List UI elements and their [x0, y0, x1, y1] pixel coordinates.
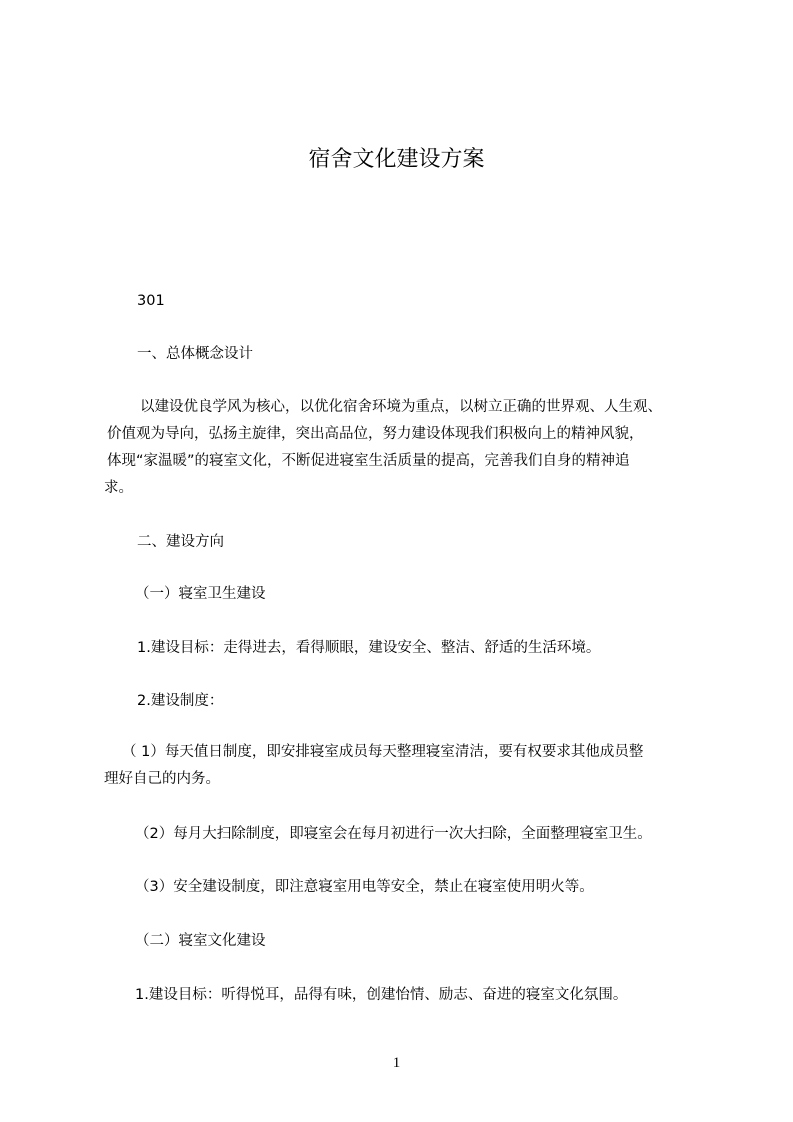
- item-text: （2）每月大扫除制度，即寝室会在每月初进行一次大扫除，全面整理寝室卫生。: [135, 826, 652, 842]
- item-text: （ 1）每天值日制度，即安排寝室成员每天整理寝室清洁，要有权要求其他成员整: [122, 744, 644, 760]
- goal-text: 1.建设目标：走得进去，看得顺眼，建设安全、整洁、舒适的生活环境。: [137, 640, 601, 656]
- paragraph-line: 求。: [104, 480, 133, 496]
- system-heading: 2.建设制度：: [137, 693, 224, 709]
- paragraph-line: 价值观为导向，弘扬主旋律，突出高品位，努力建设体现我们积极向上的精神风貌，: [107, 426, 644, 442]
- paragraph-line: 以建设优良学风为核心，以优化宿舍环境为重点，以树立正确的世界观、人生观、: [140, 399, 662, 415]
- subsection-heading: （一）寝室卫生建设: [135, 586, 266, 602]
- section-heading: 一、总体概念设计: [137, 346, 253, 362]
- page-number: 1: [392, 1055, 401, 1071]
- item-text: （3）安全建设制度，即注意寝室用电等安全，禁止在寝室使用明火等。: [135, 879, 594, 895]
- section-heading: 二、建设方向: [137, 534, 224, 550]
- room-number: 301: [137, 293, 165, 309]
- goal-text: 1.建设目标：听得悦耳，品得有味，创建怡情、励志、奋进的寝室文化氛围。: [135, 987, 628, 1003]
- paragraph-line: 体现“家温暖”的寝室文化，不断促进寝室生活质量的提高，完善我们自身的精神追: [107, 453, 630, 469]
- item-text: 理好自己的内务。: [104, 771, 220, 787]
- document-title: 宿舍文化建设方案: [308, 147, 485, 172]
- subsection-heading: （二）寝室文化建设: [135, 933, 266, 949]
